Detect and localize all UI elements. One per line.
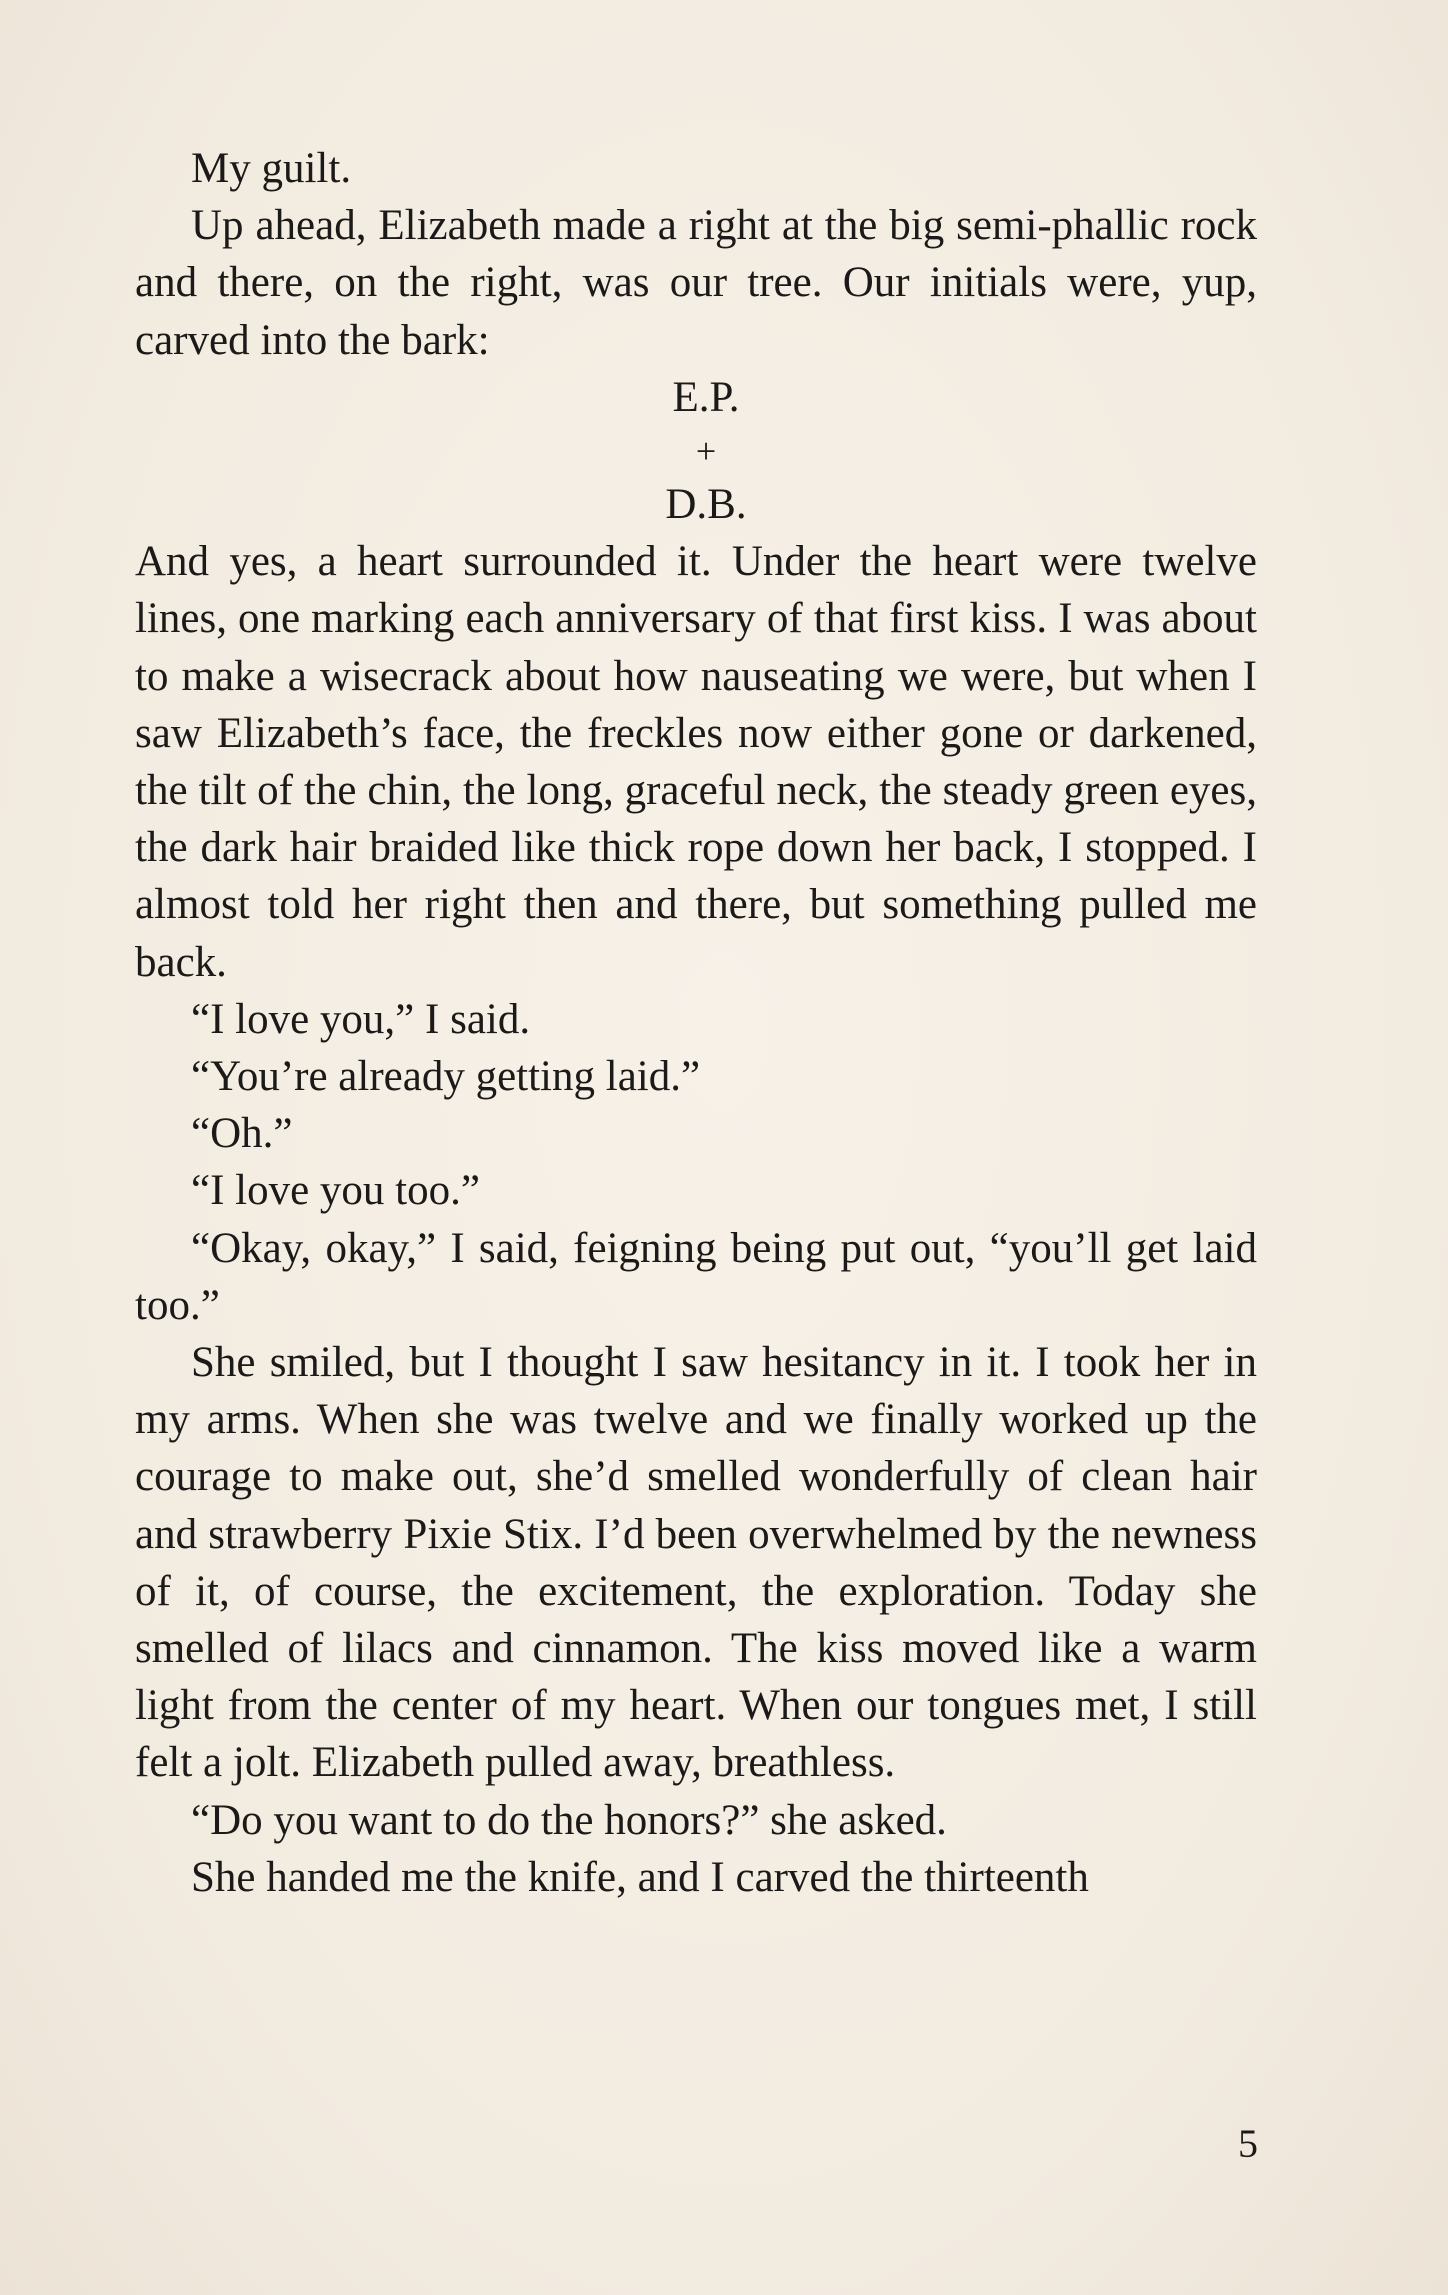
dialogue-okay-okay: “Okay, okay,” I said, feigning being put out, “you’ll get laid too.” — [135, 1224, 1257, 1329]
paragraph-knife: She handed me the knife, and I carved the thirteenth — [191, 1853, 1089, 1901]
body-text — [135, 140, 1257, 1906]
initials-db: D.B. — [665, 481, 747, 529]
paragraph-she-smiled: She smiled, but I thought I saw hesitancy in it. I took her in my arms. When she was twelve and we finally worked up the courage to make out, she’d smelled wonderfully of clean hair and strawberry Pixie Stix. I’d been overwhelmed by the newness of it, of course, the excitement, the exploration. Today she smelled of lilacs and cinnamon. The kiss moved like a warm light from the center of my heart. When our tongues met, I still felt a jolt. Elizabeth pulled away, breathless. — [135, 1339, 1257, 1787]
dialogue-i-love-you: “I love you,” I said. — [191, 995, 531, 1043]
page-number: 5 — [1238, 2121, 1258, 2166]
dialogue-already-laid: “You’re already getting laid.” — [191, 1053, 701, 1101]
carved-initials — [135, 369, 1257, 533]
dialogue-love-you-too: “I love you too.” — [191, 1167, 480, 1215]
paragraph-my-guilt: My guilt. — [191, 145, 352, 192]
initials-plus: + — [695, 431, 717, 472]
dialogue-oh: “Oh.” — [191, 1110, 293, 1158]
initials-ep: E.P. — [672, 373, 740, 421]
paragraph-heart: And yes, a heart surrounded it. Under the heart were twelve lines, one marking each anniversary of that first kiss. I was about to make a wisecrack about how nauseating we were, but when I saw Elizabeth’s face, the freckles now either gone or darkened, the tilt of the chin, the long, graceful neck, the steady green eyes, the dark hair braided like thick rope down her back, I stopped. I almost told her right then and there, but something pulled me back. — [135, 538, 1257, 986]
paragraph-up-ahead: Up ahead, Elizabeth made a right at the big semi-phallic rock and there, on the right, was our tree. Our initials were, yup, carved into the bark: — [135, 202, 1257, 364]
dialogue-honors: “Do you want to do the honors?” she asked. — [191, 1796, 947, 1844]
